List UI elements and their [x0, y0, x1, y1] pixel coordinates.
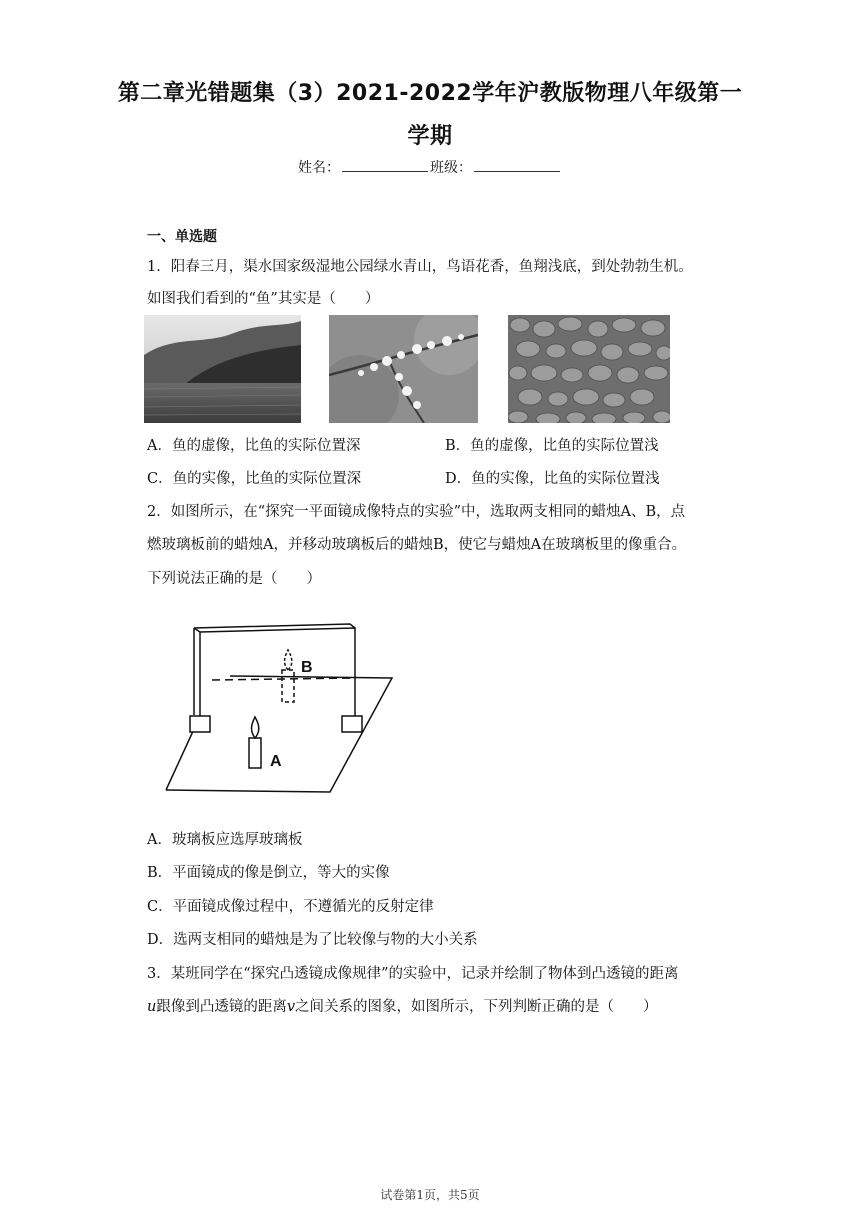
q2-option-b[interactable]: B．平面镜成的像是倒立，等大的实像	[147, 865, 390, 881]
pebbles-photo	[508, 315, 670, 423]
class-blank	[474, 157, 560, 172]
q2-option-d[interactable]: D．选两支相同的蜡烛是为了比较像与物的大小关系	[147, 932, 478, 948]
q3-line2-mid: 跟像到凸透镜的距离	[156, 999, 287, 1015]
name-label: 姓名：	[298, 160, 340, 176]
lake-photo	[144, 315, 301, 423]
candle-b-label: B	[301, 659, 313, 676]
q2-option-a[interactable]: A．玻璃板应选厚玻璃板	[147, 832, 303, 848]
q1-option-d[interactable]: D．鱼的实像，比鱼的实际位置浅	[445, 471, 660, 487]
q2-line2: 燃玻璃板前的蜡烛A，并移动玻璃板后的蜡烛B，使它与蜡烛A在玻璃板里的像重合。	[147, 537, 687, 553]
page-title-line2: 学期	[407, 124, 453, 149]
q1-line1: 1．阳春三月，渠水国家级湿地公园绿水青山，鸟语花香，鱼翔浅底，到处勃勃生机。	[147, 259, 693, 275]
var-v: v	[286, 999, 296, 1015]
q2-option-c[interactable]: C．平面镜成像过程中，不遵循光的反射定律	[147, 899, 434, 915]
section-heading: 一、单选题	[147, 229, 217, 245]
q1-option-b[interactable]: B．鱼的虚像，比鱼的实际位置浅	[445, 438, 659, 454]
q3-line1: 3．某班同学在“探究凸透镜成像规律”的实验中，记录并绘制了物体到凸透镜的距离	[147, 966, 679, 982]
name-blank	[342, 157, 428, 172]
blossom-photo	[329, 315, 478, 423]
q1-option-a[interactable]: A．鱼的虚像，比鱼的实际位置深	[147, 438, 361, 454]
mirror-experiment-diagram	[160, 620, 400, 800]
candle-a-label: A	[270, 753, 282, 770]
page-title-line1: 第二章光错题集（3）2021-2022学年沪教版物理八年级第一	[117, 81, 743, 106]
name-class-line	[0, 157, 860, 177]
q2-line3: 下列说法正确的是（ ）	[147, 571, 321, 587]
q1-line2: 如图我们看到的“鱼”其实是（ ）	[147, 291, 380, 307]
var-u: u	[147, 999, 157, 1015]
page-footer: 试卷第1页，共5页	[380, 1188, 480, 1202]
q3-line2-end: 之间关系的图象，如图所示，下列判断正确的是（ ）	[295, 999, 658, 1015]
q3-line2	[147, 995, 658, 1016]
q1-option-c[interactable]: C．鱼的实像，比鱼的实际位置深	[147, 471, 362, 487]
class-label: 班级：	[430, 160, 472, 176]
q2-line1: 2．如图所示，在“探究一平面镜成像特点的实验”中，选取两支相同的蜡烛A、B，点	[147, 504, 686, 520]
